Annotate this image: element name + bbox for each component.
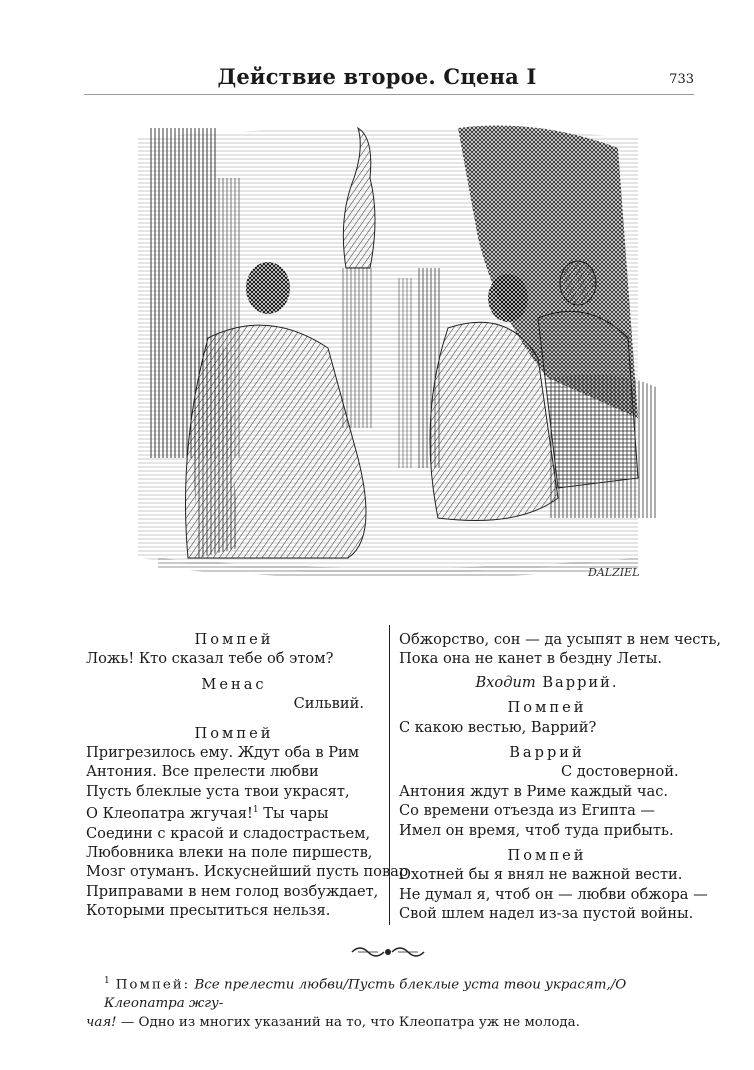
footnote-comment: — Одно из многих указаний на то, что Клеопатра уж не молода. bbox=[116, 1015, 580, 1031]
verse-line: Со времени отъезда из Египта — bbox=[399, 802, 656, 820]
ornament-divider bbox=[348, 944, 428, 960]
verse-line: Соедини с красой и сладострастьем, bbox=[86, 824, 371, 842]
footnote-quote-end: чая! bbox=[86, 1015, 117, 1031]
left-column bbox=[86, 630, 409, 921]
footnote-number: 1 bbox=[104, 976, 110, 986]
speaker-name: Помпей bbox=[507, 699, 587, 717]
verse-line: Пусть блеклые уста твои украсят, bbox=[86, 782, 350, 800]
speaker-name: Варрий bbox=[509, 744, 585, 762]
stage-direction-character: Варрий. bbox=[535, 673, 619, 691]
verse-line: Которыми пресытиться нельзя. bbox=[86, 902, 331, 920]
footnote-speaker: Помпей: bbox=[115, 977, 191, 993]
page-number: 733 bbox=[669, 72, 694, 87]
verse-line: С достоверной. bbox=[561, 763, 679, 781]
verse-text-continued: Ты чары bbox=[258, 805, 329, 823]
right-column bbox=[399, 630, 722, 924]
speaker-name: Помпей bbox=[194, 724, 274, 742]
speaker-name: Помпей bbox=[194, 631, 274, 648]
verse-line: С какою вестью, Варрий? bbox=[399, 718, 597, 736]
verse-line: Сильвий. bbox=[293, 695, 364, 713]
verse-line: Пока она не канет в бездну Леты. bbox=[399, 650, 663, 668]
footnote-quote: Все прелести любви/Пусть блеклые уста твои украсят,/О Клеопатра жгу- bbox=[104, 977, 627, 1012]
verse-line: Антония ждут в Риме каждый час. bbox=[399, 782, 669, 800]
verse-line: Охотней бы я внял не важной вести. bbox=[399, 866, 683, 884]
verse-line: Приправами в нем голод возбуждает, bbox=[86, 882, 379, 900]
page-title: Действие второе. Сцена I bbox=[217, 64, 537, 89]
verse-line: Ложь! Кто сказал тебе об этом? bbox=[86, 650, 334, 668]
verse-line-with-footnote bbox=[86, 801, 382, 823]
engraving-illustration bbox=[118, 118, 658, 586]
verse-line: Мозг отуманъ. Искуснейший пусть повар bbox=[86, 863, 409, 881]
footnote bbox=[86, 972, 696, 1032]
footnote-marker[interactable]: 1 bbox=[252, 805, 259, 816]
verse-line: Имел он время, чтоб туда прибыть. bbox=[399, 821, 674, 839]
speaker-name: Менас bbox=[201, 675, 267, 693]
verse-line: Не думал я, чтоб он — любви обжора — bbox=[399, 885, 708, 903]
verse-line: Пригрезилось ему. Ждут оба в Рим bbox=[86, 744, 360, 762]
header-rule bbox=[84, 94, 694, 95]
column-divider bbox=[389, 625, 390, 925]
verse-line: Свой шлем надел из-за пустой войны. bbox=[399, 905, 694, 923]
verse-line: Обжорство, сон — да усыпят в нем честь, bbox=[399, 631, 722, 648]
verse-line: Любовника влеки на поле пиршеств, bbox=[86, 843, 373, 861]
engraver-signature: DALZIEL bbox=[588, 566, 640, 579]
verse-line: Антония. Все прелести любви bbox=[86, 763, 319, 781]
stage-direction bbox=[399, 673, 695, 692]
verse-text: О Клеопатра жгучая! bbox=[86, 805, 253, 823]
stage-direction-verb: Входит bbox=[475, 673, 536, 691]
speaker-name: Помпей bbox=[507, 847, 587, 865]
